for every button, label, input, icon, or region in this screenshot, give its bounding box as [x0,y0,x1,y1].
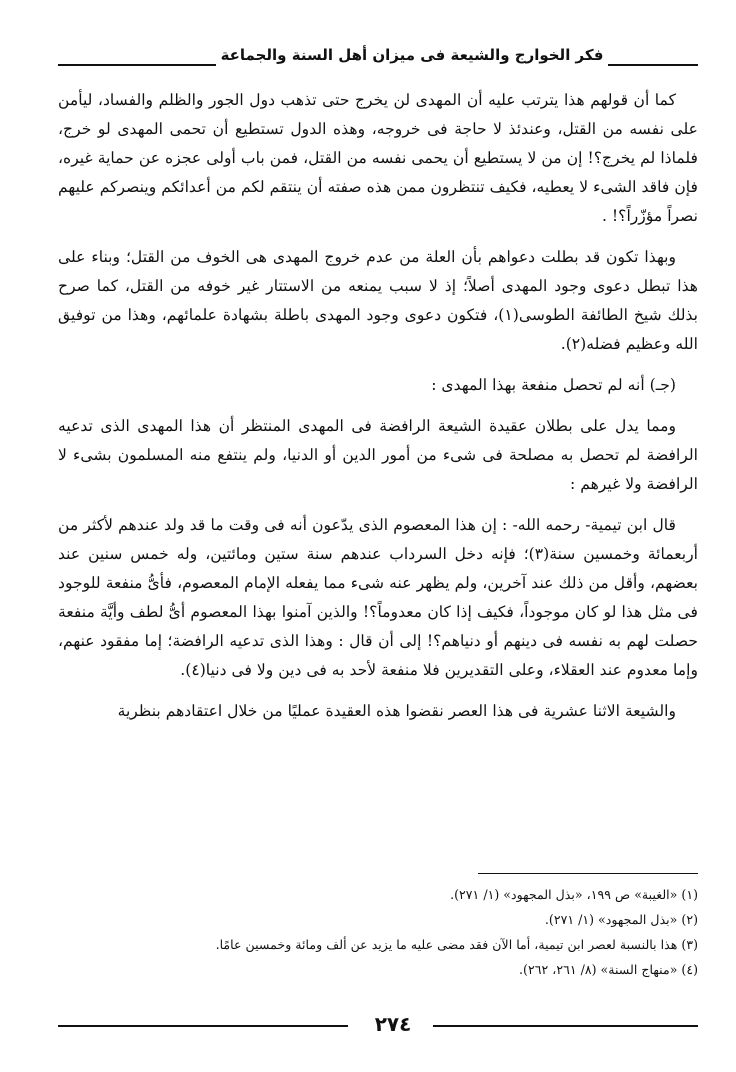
paragraph: والشيعة الاثنا عشرية فى هذا العصر نقضوا هذه العقيدة عمليًا من خلال اعتقادهم بنظرية [117,702,676,720]
paragraph: ومما يدل على بطلان عقيدة الشيعة الرافضة فى المهدى المنتظر أن هذا المهدى الذى تدعيه الرافضة لم تحصل به مصلحة فى شىء من أمور الدين أو الدنيا، ولم ينتفع منه المسلمون بشىء لا الرافضة ولا غيرهم : [58,417,698,493]
paragraph: قال ابن تيمية- رحمه الله- : إن هذا المعصوم الذى يدّعون أنه فى وقت ما قد ولد عندهم لأكثر من أربعمائة وخمسين سنة(٣)؛ فإنه دخل السرداب عندهم سنة ستين ومائتين، وله خمس سنين عند بعضهم، وأقل من ذلك عند آخرين، ولم يظهر عنه شىء مما يفعله الإمام المعصوم، فأىُّ منفعة للوجود فى مثل هذا لو كان موجوداً، فكيف إذا كان معدوماً؟! والذين آمنوا بهذا المعصوم أىُّ لطف وأيَّة منفعة حصلت لهم به نفسه فى دينهم أو دنياهم؟! إلى أن قال : وهذا الذى تدعيه الرافضة؛ إما مفقود عنهم، وإما معدوم عند العقلاء، وعلى التقديرين فلا منفعة لأحد به فى دين ولا فى دنيا(٤). [58,516,698,679]
page-footer [58,1012,698,1042]
main-text [58,86,698,738]
paragraph: وبهذا تكون قد بطلت دعواهم بأن العلة من عدم خروج المهدى هى الخوف من القتل؛ وبناء على هذا تبطل دعوى وجود المهدى أصلاً؛ إذ لا سبب يمنعه من الاستتار غير خوفه من القتل، كما صرح بذلك شيخ الطائفة الطوسى(١)، فتكون دعوى وجود المهدى باطلة بشهادة علمائهم، وهذا من توفيق الله وعظيم فضله(٢). [58,248,698,353]
footnote: (١) «الغيبة» ص ١٩٩، «بذل المجهود» (١/ ٢٧١). [450,887,698,902]
footnote: (٢) «بذل المجهود» (١/ ٢٧١). [544,912,698,927]
section-subheading: (جـ) أنه لم تحصل منفعة بهذا المهدى : [431,376,676,394]
running-header-title: فكر الخوارج والشيعة فى ميزان أهل السنة والجماعة [220,46,604,64]
footnote-separator [478,873,698,874]
header-rule-right [608,64,698,66]
running-header [58,40,698,74]
footnote: (٣) هذا بالنسبة لعصر ابن تيمية، أما الآن فقد مضى عليه ما يزيد عن ألف ومائة وخمسين عامًا. [215,937,698,952]
footer-rule-left [58,1025,348,1027]
paragraph: كما أن قولهم هذا يترتب عليه أن المهدى لن يخرج حتى تذهب دول الجور والظلم والفساد، ليأمن على نفسه من القتل، وعندئذ لا حاجة فى خروجه، وهذه الدول تستطيع أن تحمى المهدى لو خرج، فلماذا لم يخرج؟! إن من لا يستطيع أن يحمى نفسه من القتل، فمن باب أولى عجزه عن حماية غيره، فإن فاقد الشىء لا يعطيه، فكيف تنتظرون ممن هذه صفته أن ينتقم لكم من أعدائكم وينصركم عليهم نصراً مؤزّراً؟! . [58,91,698,225]
footnote: (٤) «منهاج السنة» (٨/ ٢٦١، ٢٦٢). [519,962,698,977]
header-rule-left [58,64,216,66]
footer-rule-right [433,1025,698,1027]
footnotes [58,882,698,982]
page-number: ٢٧٤ [374,1012,412,1036]
